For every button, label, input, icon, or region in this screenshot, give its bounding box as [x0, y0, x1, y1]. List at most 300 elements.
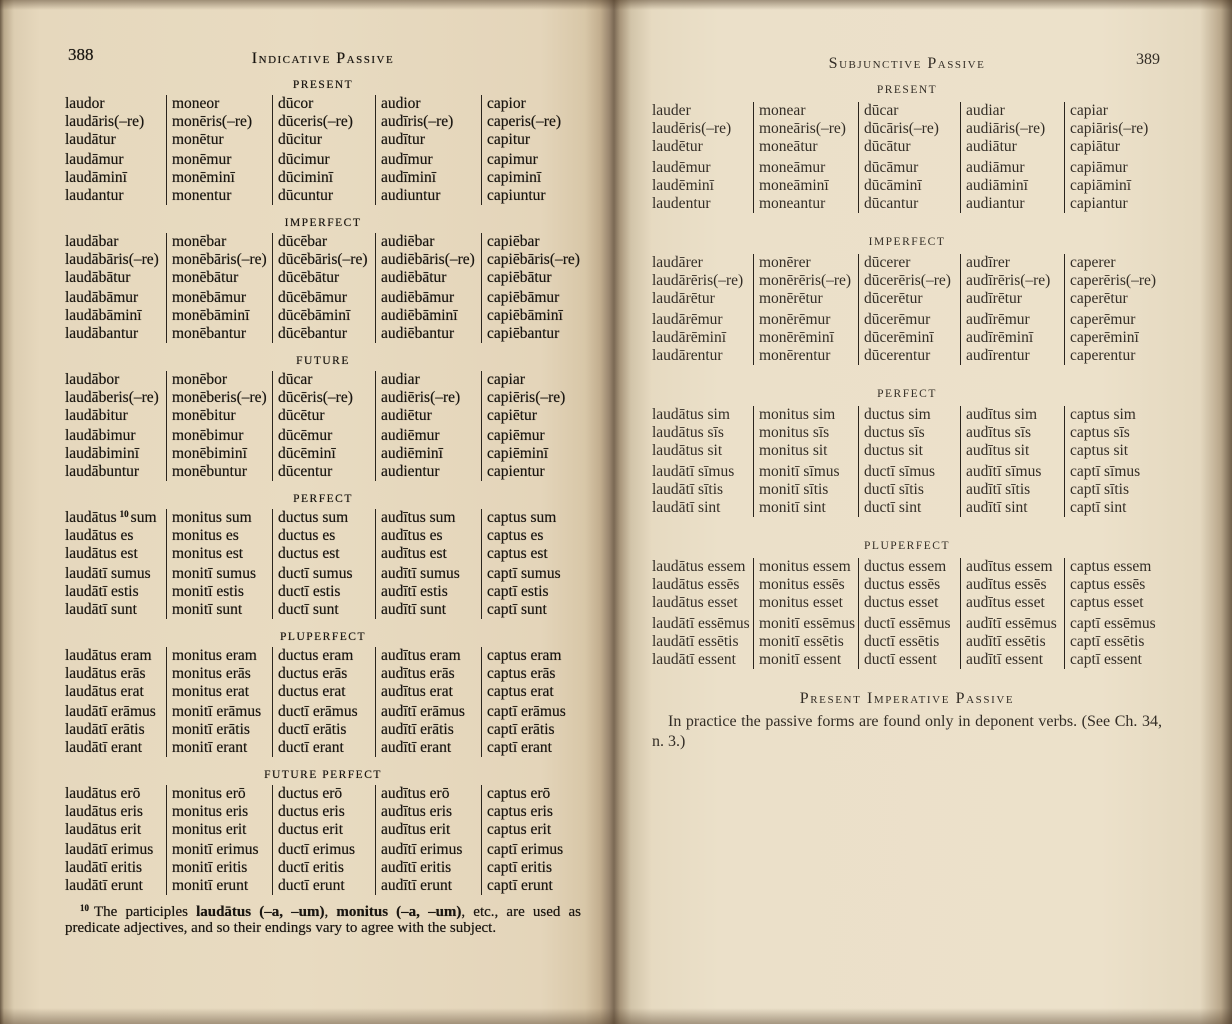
verb-form: audītī sunt [381, 601, 447, 618]
page-title: Subjunctive Passive [828, 55, 986, 72]
tense-section [652, 535, 1162, 669]
verb-form: monērēmur [759, 310, 831, 328]
verb-form: laudātī sīmus [652, 462, 735, 480]
conjugation-column [375, 371, 481, 481]
verb-form: captī eritis [487, 859, 552, 876]
verb-form: dūcēmur [278, 427, 333, 444]
conjugation-column [272, 785, 375, 895]
verb-form: dūcentur [278, 463, 333, 480]
verb-form: audīrēminī [966, 328, 1034, 346]
verb-form: capiēmur [487, 427, 545, 444]
verb-form: dūcerēminī [864, 328, 934, 346]
verb-form: monitus essēs [759, 575, 845, 593]
footnote-text: The participles [94, 904, 197, 920]
verb-form: monitī sīmus [759, 462, 840, 480]
verb-form: monear [759, 101, 806, 119]
conjugation-column [65, 233, 166, 343]
tense-section [65, 490, 581, 619]
conjugation-table [652, 102, 1162, 213]
verb-form: moneāminī [759, 176, 829, 194]
verb-form: laudētur [652, 137, 703, 155]
conjugation-column [166, 647, 272, 757]
verb-form: monēbāris(–re) [172, 251, 267, 268]
verb-form [65, 509, 166, 527]
tense-heading: PERFECT [293, 493, 353, 505]
verb-form: dūcēris(–re) [278, 389, 353, 406]
verb-form: monitus sit [759, 441, 828, 459]
verb-form: monitus es [172, 527, 239, 544]
verb-form: captī sunt [487, 601, 547, 618]
verb-form: monitī essētis [759, 632, 844, 650]
verb-form: audītī estis [381, 583, 448, 600]
verb-form: dūcimur [278, 151, 330, 168]
verb-form: dūcātur [864, 137, 911, 155]
page-body [652, 79, 1162, 753]
verb-form: monērer [759, 253, 811, 271]
verb-form: laudābar [65, 233, 119, 250]
verb-form: captī erant [487, 739, 552, 756]
verb-form: audīrēris(–re) [966, 271, 1051, 289]
verb-form: audītus eram [381, 647, 461, 664]
verb-form: ductī erātis [278, 721, 347, 738]
conjugation-column [960, 254, 1064, 365]
verb-form: monēbāmur [172, 289, 247, 306]
verb-form: audiantur [966, 194, 1025, 212]
conjugation-column [272, 509, 375, 619]
verb-form: dūcāminī [864, 176, 922, 194]
verb-form: laudābātur [65, 269, 131, 286]
verb-form: laudābāminī [65, 307, 142, 324]
conjugation-column [652, 102, 753, 213]
right-page [614, 0, 1232, 1024]
conjugation-table [652, 558, 1162, 669]
tense-section [65, 766, 581, 895]
verb-form: laudātus es [65, 527, 134, 544]
verb-form: audītus essēs [966, 575, 1047, 593]
verb-form: dūcēminī [278, 445, 336, 462]
conjugation-table [65, 233, 581, 343]
verb-form: ductī essent [864, 650, 937, 668]
conjugation-table [65, 509, 581, 619]
verb-form-auxiliary: sum [130, 509, 157, 526]
footnote-marker: 10 [80, 903, 89, 913]
verb-form: laudātī erant [65, 739, 143, 756]
verb-form: laudārēmur [652, 310, 723, 328]
conjugation-column [166, 371, 272, 481]
tense-section [652, 383, 1162, 517]
verb-form: audiar [966, 101, 1005, 119]
verb-form: monitus esset [759, 593, 843, 611]
verb-form-participle: laudātus [65, 509, 117, 526]
verb-form: caperēris(–re) [1070, 271, 1157, 289]
verb-form: monērētur [759, 289, 823, 307]
verb-form: capiēbāminī [487, 307, 563, 324]
verb-form: dūcāmur [864, 158, 919, 176]
conjugation-column [652, 558, 753, 669]
verb-form: monēbāminī [172, 307, 250, 324]
verb-form: audītī eritis [381, 859, 452, 876]
verb-form: captus essēs [1070, 575, 1146, 593]
verb-form: monitī erimus [172, 841, 259, 858]
verb-form: captī sīmus [1070, 462, 1141, 480]
verb-form: audītī essent [966, 650, 1044, 668]
verb-form: audītī essētis [966, 632, 1046, 650]
verb-form: audiēbantur [381, 325, 455, 342]
conjugation-column [753, 558, 858, 669]
verb-form: monitus erō [172, 785, 246, 802]
verb-form: monēberis(–re) [172, 389, 267, 406]
tense-heading: IMPERFECT [868, 235, 946, 248]
verb-form: audīrētur [966, 289, 1022, 307]
verb-form: caperentur [1070, 346, 1136, 364]
conjugation-column [65, 509, 166, 619]
tense-heading: FUTURE PERFECT [264, 769, 382, 781]
verb-form: audītus erit [381, 821, 451, 838]
conjugation-column [1064, 102, 1162, 213]
conjugation-column [481, 647, 581, 757]
footnote-reference: 10 [119, 509, 129, 519]
verb-form: audītus erō [381, 785, 450, 802]
verb-form: dūcēbātur [278, 269, 340, 286]
verb-form: capimur [487, 151, 538, 168]
verb-form: audītī sint [966, 498, 1028, 516]
verb-form: audiēbāmur [381, 289, 455, 306]
verb-form: audītus sum [381, 509, 456, 526]
verb-form: captus eris [487, 803, 553, 820]
verb-form: audiēbāminī [381, 307, 458, 324]
verb-form: ductī sumus [278, 565, 353, 582]
verb-form: audītī erātis [381, 721, 454, 738]
footnote [65, 904, 581, 936]
verb-form: ductus sum [278, 509, 349, 526]
verb-form: monitī erātis [172, 721, 250, 738]
page-title: Indicative Passive [251, 50, 395, 67]
verb-form: monitus eram [172, 647, 257, 664]
conjugation-column [375, 647, 481, 757]
verb-form: monēmur [172, 151, 232, 168]
verb-form: monēbimur [172, 427, 244, 444]
verb-form: captī sint [1070, 498, 1127, 516]
verb-form: capiēbātur [487, 269, 552, 286]
conjugation-table [65, 95, 581, 205]
verb-form: monitī sint [759, 498, 826, 516]
verb-form: captī erātis [487, 721, 555, 738]
verb-form: ductus es [278, 527, 336, 544]
tense-heading: FUTURE [296, 355, 350, 367]
verb-form: monitī essēmus [759, 614, 856, 632]
verb-form: audītī erunt [381, 877, 453, 894]
verb-form: laudārentur [652, 346, 723, 364]
footnote-text: , [324, 904, 337, 920]
verb-form: monitī estis [172, 583, 244, 600]
verb-form: audiēbāris(–re) [381, 251, 475, 268]
conjugation-column [652, 406, 753, 517]
conjugation-column [375, 509, 481, 619]
verb-form: capitur [487, 131, 531, 148]
tense-heading: PLUPERFECT [280, 631, 366, 643]
verb-form: ductī sunt [278, 601, 339, 618]
tense-section [65, 214, 581, 343]
verb-form: dūcerētur [864, 289, 923, 307]
verb-form: moneantur [759, 194, 826, 212]
footnote-text: , etc., are used as predicate adjectives, and so their endings vary to agree with the subject. [65, 904, 581, 936]
verb-form: ductus eris [278, 803, 345, 820]
conjugation-column [272, 233, 375, 343]
verb-form: laudātur [65, 131, 116, 148]
verb-form: captī erunt [487, 877, 553, 894]
verb-form: ductī essētis [864, 632, 940, 650]
verb-form: laudātī essent [652, 650, 736, 668]
verb-form: monēminī [172, 169, 235, 186]
conjugation-table [65, 785, 581, 895]
verb-form: monitus erat [172, 683, 250, 700]
verb-form: laudātī erimus [65, 841, 154, 858]
verb-form: audior [381, 95, 421, 112]
verb-form: dūcantur [864, 194, 919, 212]
verb-form: audītus eris [381, 803, 453, 820]
verb-form: laudātus erat [65, 683, 144, 700]
verb-form: audītī erimus [381, 841, 463, 858]
verb-form: monitī eritis [172, 859, 248, 876]
verb-form: audītī sīmus [966, 462, 1042, 480]
verb-form: moneor [172, 95, 220, 112]
verb-form: ductī sīmus [864, 462, 936, 480]
verb-form: laudātus eram [65, 647, 152, 664]
verb-form: audiēbātur [381, 269, 447, 286]
verb-form: capiar [1070, 101, 1108, 119]
conjugation-column [481, 509, 581, 619]
verb-form: laudātus esset [652, 593, 738, 611]
verb-form: laudātus essem [652, 557, 746, 575]
verb-form: ductus sim [864, 405, 931, 423]
page-body [65, 76, 581, 936]
tense-section [652, 231, 1162, 365]
verb-form: audītus erās [381, 665, 455, 682]
verb-form: dūceris(–re) [278, 113, 353, 130]
verb-form: lauder [652, 101, 691, 119]
verb-form: laudābimur [65, 427, 136, 444]
verb-form: ductī estis [278, 583, 341, 600]
verb-form: dūcar [278, 371, 313, 388]
verb-form: audīrēmur [966, 310, 1030, 328]
verb-form: ductus erō [278, 785, 343, 802]
verb-form: captus sit [1070, 441, 1129, 459]
verb-form: audiēris(–re) [381, 389, 461, 406]
verb-form: capiēbāmur [487, 289, 560, 306]
verb-form: monētur [172, 131, 224, 148]
verb-form: laudābāmur [65, 289, 139, 306]
verb-form: captus erō [487, 785, 551, 802]
verb-form: capiantur [1070, 194, 1128, 212]
verb-form: monentur [172, 187, 232, 204]
verb-form: captus esset [1070, 593, 1144, 611]
verb-form: laudātī sint [652, 498, 721, 516]
verb-form: captus sim [1070, 405, 1136, 423]
verb-form: laudātī essētis [652, 632, 739, 650]
verb-form: dūcēbāminī [278, 307, 351, 324]
verb-form: audīminī [381, 169, 437, 186]
conjugation-column [166, 509, 272, 619]
verb-form: monitī sītis [759, 480, 829, 498]
verb-form: audīrentur [966, 346, 1030, 364]
verb-form: moneāmur [759, 158, 826, 176]
verb-form: ductī sītis [864, 480, 924, 498]
conjugation-column [481, 371, 581, 481]
verb-form: ductī erimus [278, 841, 356, 858]
verb-form: monēbor [172, 371, 228, 388]
verb-form: capiuntur [487, 187, 546, 204]
verb-form: laudātī sunt [65, 601, 137, 618]
verb-form: monēbuntur [172, 463, 247, 480]
conjugation-column [1064, 406, 1162, 517]
verb-form: dūcerentur [864, 346, 931, 364]
conjugation-column [166, 95, 272, 205]
verb-form: ductus erat [278, 683, 346, 700]
verb-form: monitus sim [759, 405, 836, 423]
verb-form: laudāmur [65, 151, 124, 168]
verb-form: ductī erant [278, 739, 344, 756]
verb-form: audītī sumus [381, 565, 460, 582]
verb-form: caperer [1070, 253, 1116, 271]
conjugation-column [481, 233, 581, 343]
verb-form: capiar [487, 371, 525, 388]
verb-form: caperēmur [1070, 310, 1136, 328]
verb-form: capiētur [487, 407, 537, 424]
left-page [0, 0, 612, 1024]
verb-form: audītur [381, 131, 425, 148]
page-number: 388 [68, 45, 94, 64]
verb-form: dūcitur [278, 131, 322, 148]
tense-section [652, 79, 1162, 213]
verb-form: audiātur [966, 137, 1017, 155]
verb-form: ductus erit [278, 821, 343, 838]
tense-section [65, 628, 581, 757]
verb-form: monitī erāmus [172, 703, 262, 720]
verb-form: laudārētur [652, 289, 715, 307]
verb-form: captī sumus [487, 565, 561, 582]
verb-form: capiēbantur [487, 325, 560, 342]
verb-form: audītī erāmus [381, 703, 465, 720]
conjugation-column [166, 233, 272, 343]
verb-form: audītī erant [381, 739, 452, 756]
verb-form: captus sīs [1070, 423, 1130, 441]
verb-form: audiēmur [381, 427, 440, 444]
verb-form: laudātus erās [65, 665, 146, 682]
verb-form: captus erit [487, 821, 552, 838]
verb-form: capiēbāris(–re) [487, 251, 580, 268]
verb-form: audītus sīs [966, 423, 1032, 441]
verb-form: capiminī [487, 169, 542, 186]
verb-form: laudātī essēmus [652, 614, 750, 632]
verb-form: monēbantur [172, 325, 247, 342]
verb-form: monitus sum [172, 509, 252, 526]
verb-form: audiāris(–re) [966, 119, 1046, 137]
conjugation-column [166, 785, 272, 895]
verb-form: ductus essēs [864, 575, 941, 593]
verb-form: dūcuntur [278, 187, 334, 204]
verb-form: ductī erunt [278, 877, 345, 894]
imperative-note: In practice the passive forms are found only in deponent verbs. (See Ch. 34, n. 3.) [652, 713, 1162, 750]
verb-form: capiēbar [487, 233, 540, 250]
verb-form: laudātus essēs [652, 575, 740, 593]
verb-form: capior [487, 95, 526, 112]
verb-form: audiuntur [381, 187, 441, 204]
verb-form: monitus sīs [759, 423, 830, 441]
verb-form: laudābuntur [65, 463, 140, 480]
verb-form: captī erimus [487, 841, 564, 858]
verb-form: dūcerēmur [864, 310, 931, 328]
verb-form: audīris(–re) [381, 113, 454, 130]
verb-form: laudātī erāmus [65, 703, 156, 720]
conjugation-column [858, 102, 960, 213]
footnote-term: monitus (–a, –um) [336, 904, 462, 920]
verb-form: dūcēbar [278, 233, 328, 250]
tense-heading: PRESENT [876, 83, 938, 96]
verb-form: monitus eris [172, 803, 249, 820]
conjugation-column [960, 406, 1064, 517]
verb-form: audītus es [381, 527, 443, 544]
imperative-heading: Present Imperative Passive [799, 689, 1015, 707]
conjugation-table [652, 406, 1162, 517]
verb-form: dūcēbāris(–re) [278, 251, 368, 268]
tense-heading: PLUPERFECT [864, 539, 950, 552]
verb-form: monēbar [172, 233, 227, 250]
verb-form: monēris(–re) [172, 113, 253, 130]
conjugation-column [272, 371, 375, 481]
verb-form: laudārēminī [652, 328, 727, 346]
conjugation-column [960, 558, 1064, 669]
conjugation-column [375, 785, 481, 895]
verb-form: dūcor [278, 95, 314, 112]
verb-form: dūciminī [278, 169, 334, 186]
verb-form: captī essētis [1070, 632, 1145, 650]
verb-form: audīrer [966, 253, 1010, 271]
verb-form: caperis(–re) [487, 113, 562, 130]
verb-form: monērentur [759, 346, 831, 364]
verb-form: captī erāmus [487, 703, 566, 720]
verb-form: captus sum [487, 509, 557, 526]
verb-form: laudāberis(–re) [65, 389, 159, 406]
verb-form: ductus esset [864, 593, 939, 611]
verb-form: capientur [487, 463, 545, 480]
verb-form: laudentur [652, 194, 711, 212]
conjugation-column [65, 371, 166, 481]
verb-form: audītus esset [966, 593, 1045, 611]
conjugation-column [753, 102, 858, 213]
conjugation-table [65, 647, 581, 757]
footnote-term: laudātus (–a, –um) [196, 904, 325, 920]
verb-form: dūcētur [278, 407, 325, 424]
verb-form: laudātus erō [65, 785, 141, 802]
verb-form: captī sītis [1070, 480, 1129, 498]
verb-form: laudātī sumus [65, 565, 151, 582]
verb-form: ductus sit [864, 441, 923, 459]
conjugation-table [65, 371, 581, 481]
verb-form: captus es [487, 527, 544, 544]
verb-form: captus erās [487, 665, 556, 682]
conjugation-column [753, 406, 858, 517]
verb-form: laudātī eritis [65, 859, 143, 876]
verb-form: audīmur [381, 151, 433, 168]
verb-form: laudārer [652, 253, 703, 271]
verb-form: dūcerer [864, 253, 911, 271]
verb-form: capiēris(–re) [487, 389, 566, 406]
verb-form: moneātur [759, 137, 818, 155]
verb-form: audiēminī [381, 445, 443, 462]
conjugation-column [481, 95, 581, 205]
verb-form: laudārēris(–re) [652, 271, 744, 289]
verb-form: ductī erāmus [278, 703, 358, 720]
